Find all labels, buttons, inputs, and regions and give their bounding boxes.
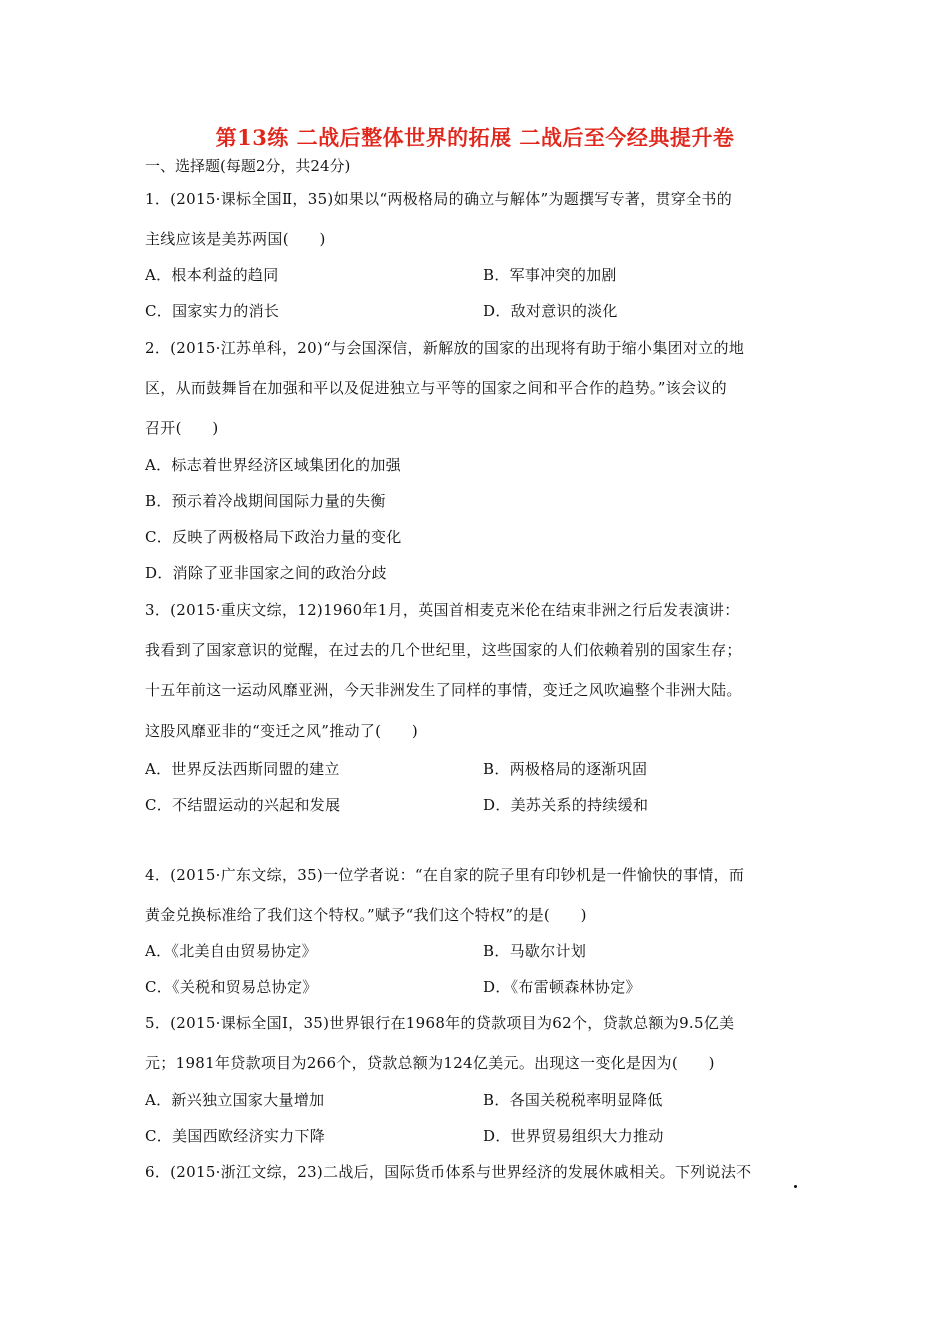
- section-heading: 一、选择题(每题2分，共24分): [145, 157, 351, 175]
- question-3-option-a: A．世界反法西斯同盟的建立: [145, 760, 340, 778]
- question-5-option-b: B．各国关税税率明显降低: [483, 1091, 663, 1109]
- question-3-line-2: 我看到了国家意识的觉醒，在过去的几个世纪里，这些国家的人们依赖着别的国家生存；: [145, 641, 742, 659]
- question-5-option-a: A．新兴独立国家大量增加: [145, 1091, 325, 1109]
- emphasis-dot: [794, 1185, 797, 1188]
- question-4-option-b: B．马歇尔计划: [483, 942, 587, 960]
- question-1-option-b: B．军事冲突的加剧: [483, 266, 617, 284]
- question-3-option-c: C．不结盟运动的兴起和发展: [145, 796, 341, 814]
- question-6-line-1: 6．(2015·浙江文综，23)二战后，国际货币体系与世界经济的发展休戚相关。下列说法不: [145, 1163, 752, 1181]
- question-4-option-a: A．《北美自由贸易协定》: [145, 942, 317, 960]
- question-2-option-d: D．消除了亚非国家之间的政治分歧: [145, 564, 387, 582]
- page-title: 第13练 二战后整体世界的拓展 二战后至今经典提升卷: [215, 125, 735, 150]
- question-2-line-2: 区，从而鼓舞旨在加强和平以及促进独立与平等的国家之间和平合作的趋势。”该会议的: [145, 379, 727, 397]
- question-4-line-1: 4．(2015·广东文综，35)一位学者说：“在自家的院子里有印钞机是一件愉快的事情，而: [145, 866, 745, 884]
- question-2-line-3: 召开( ): [145, 419, 219, 437]
- question-3-option-d: D．美苏关系的持续缓和: [483, 796, 649, 814]
- question-2-option-b: B．预示着冷战期间国际力量的失衡: [145, 492, 386, 510]
- question-2-option-c: C．反映了两极格局下政治力量的变化: [145, 528, 402, 546]
- question-4-option-c: C．《关税和贸易总协定》: [145, 978, 318, 996]
- question-2-option-a: A．标志着世界经济区域集团化的加强: [145, 456, 401, 474]
- question-5-line-2: 元；1981年贷款项目为266个，贷款总额为124亿美元。出现这一变化是因为( ): [145, 1054, 715, 1072]
- question-3-option-b: B．两极格局的逐渐巩固: [483, 760, 648, 778]
- question-4-line-2: 黄金兑换标准给了我们这个特权。”赋予“我们这个特权”的是( ): [145, 906, 587, 924]
- question-3-line-4: 这股风靡亚非的“变迁之风”推动了( ): [145, 722, 419, 740]
- question-1-line-1: 1．(2015·课标全国Ⅱ，35)如果以“两极格局的确立与解体”为题撰写专著，贯穿全书的: [145, 190, 733, 208]
- question-3-line-1: 3．(2015·重庆文综，12)1960年1月，英国首相麦克米伦在结束非洲之行后发表演讲：: [145, 601, 740, 619]
- question-4-option-d: D．《布雷顿森林协定》: [483, 978, 641, 996]
- question-2-line-1: 2．(2015·江苏单科，20)“与会国深信，新解放的国家的出现将有助于缩小集团对立的地: [145, 339, 745, 357]
- question-3-line-3: 十五年前这一运动风靡亚洲，今天非洲发生了同样的事情，变迁之风吹遍整个非洲大陆。: [145, 681, 742, 699]
- question-1-line-2: 主线应该是美苏两国( ): [145, 230, 326, 248]
- question-5-line-1: 5．(2015·课标全国Ⅰ，35)世界银行在1968年的贷款项目为62个，贷款总额为9.5亿美: [145, 1014, 735, 1032]
- question-1-option-c: C．国家实力的消长: [145, 302, 280, 320]
- question-5-option-c: C．美国西欧经济实力下降: [145, 1127, 326, 1145]
- question-1-option-a: A．根本利益的趋同: [145, 266, 279, 284]
- question-1-option-d: D．敌对意识的淡化: [483, 302, 618, 320]
- question-5-option-d: D．世界贸易组织大力推动: [483, 1127, 664, 1145]
